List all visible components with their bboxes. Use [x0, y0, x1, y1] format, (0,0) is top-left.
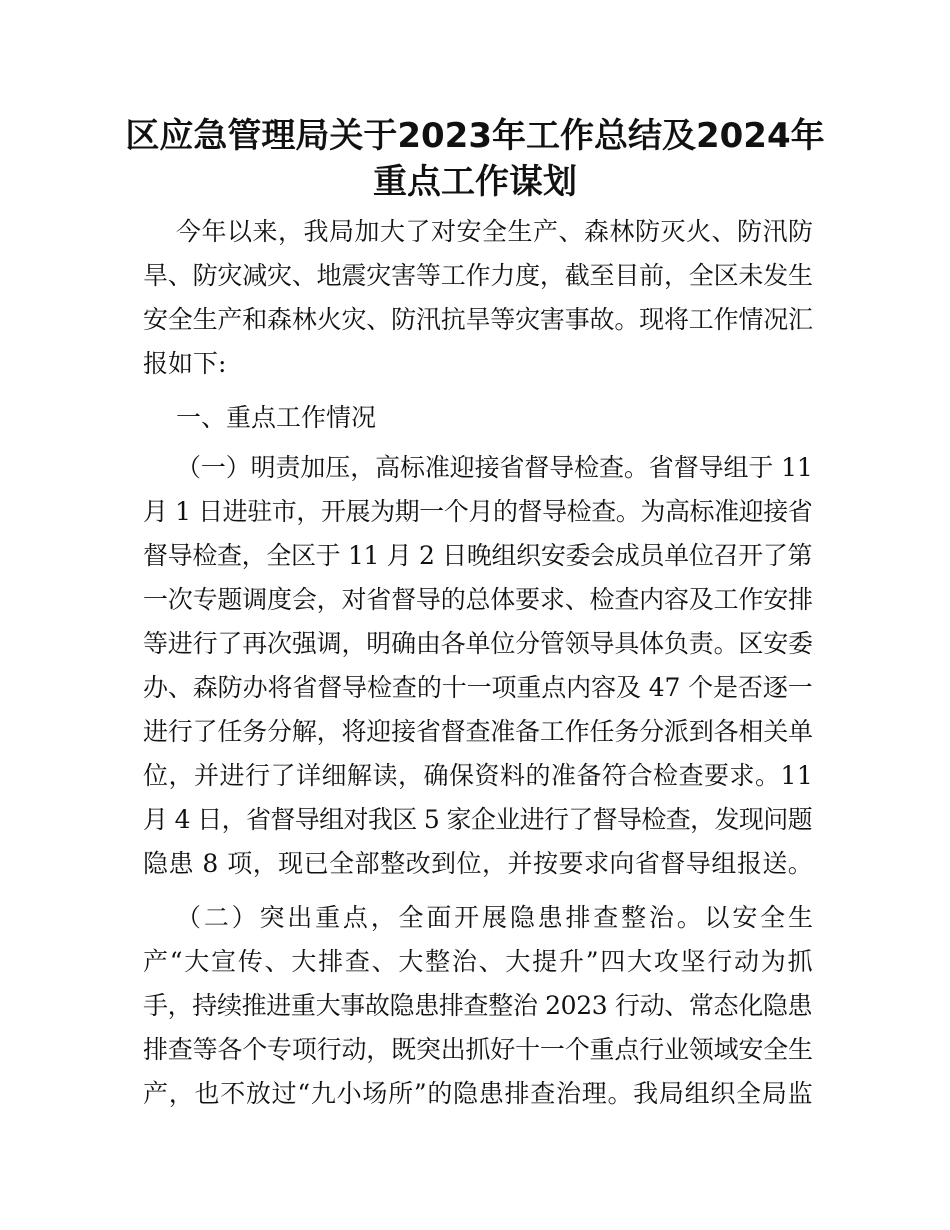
document-title-line-2: 重点工作谋划 — [373, 162, 577, 202]
paragraph-line: （一）明责加压，高标准迎接省督导检查。省督导组于 11 — [176, 453, 813, 482]
section-heading-text: 一、重点工作情况 — [176, 403, 377, 432]
paragraph-line: 进行了任务分解，将迎接省督查准备工作任务分派到各相关单 — [143, 717, 813, 746]
paragraph-line: 位，并进行了详细解读，确保资料的准备符合检查要求。11 — [143, 761, 814, 790]
paragraph-line: 隐患 8 项，现已全部整改到位，并按要求向省督导组报送。 — [143, 849, 814, 878]
paragraph-line: 产，也不放过“九小场所”的隐患排查治理。我局组织全局监 — [143, 1079, 814, 1108]
paragraph-line: 等进行了再次强调，明确由各单位分管领导具体负责。区安委 — [143, 629, 813, 658]
paragraph-line: 督导检查，全区于 11 月 2 日晚组织安委会成员单位召开了第 — [143, 541, 813, 570]
paragraph-line: 排查等各个专项行动，既突出抓好十一个重点行业领域安全生 — [143, 1035, 813, 1064]
paragraph-line: 月 1 日进驻市，开展为期一个月的督导检查。为高标准迎接省 — [143, 497, 813, 526]
paragraph-line: 安全生产和森林火灾、防汛抗旱等灾害事故。现将工作情况汇 — [143, 305, 813, 334]
paragraph-line: 月 4 日，省督导组对我区 5 家企业进行了督导检查，发现问题 — [143, 805, 812, 834]
paragraph-line: 报如下: — [143, 349, 227, 378]
paragraph-line: 旱、防灾减灾、地震灾害等工作力度，截至目前，全区未发生 — [143, 261, 813, 290]
paragraph-line: 一次专题调度会，对省督导的总体要求、检查内容及工作安排 — [143, 585, 813, 614]
paragraph-line: 办、森防办将省督导检查的十一项重点内容及 47 个是否逐一 — [143, 673, 813, 702]
document-title-line-1: 区应急管理局关于2023年工作总结及2024年 — [125, 116, 825, 156]
paragraph-line: 产“大宣传、大排查、大整治、大提升”四大攻坚行动为抓 — [143, 947, 815, 976]
paragraph-line: 手，持续推进重大事故隐患排查整治 2023 行动、常态化隐患 — [143, 991, 813, 1020]
paragraph-line: （二）突出重点，全面开展隐患排查整治。以安全生 — [176, 903, 816, 932]
paragraph-line: 今年以来，我局加大了对安全生产、森林防灭火、防汛防 — [176, 217, 814, 246]
